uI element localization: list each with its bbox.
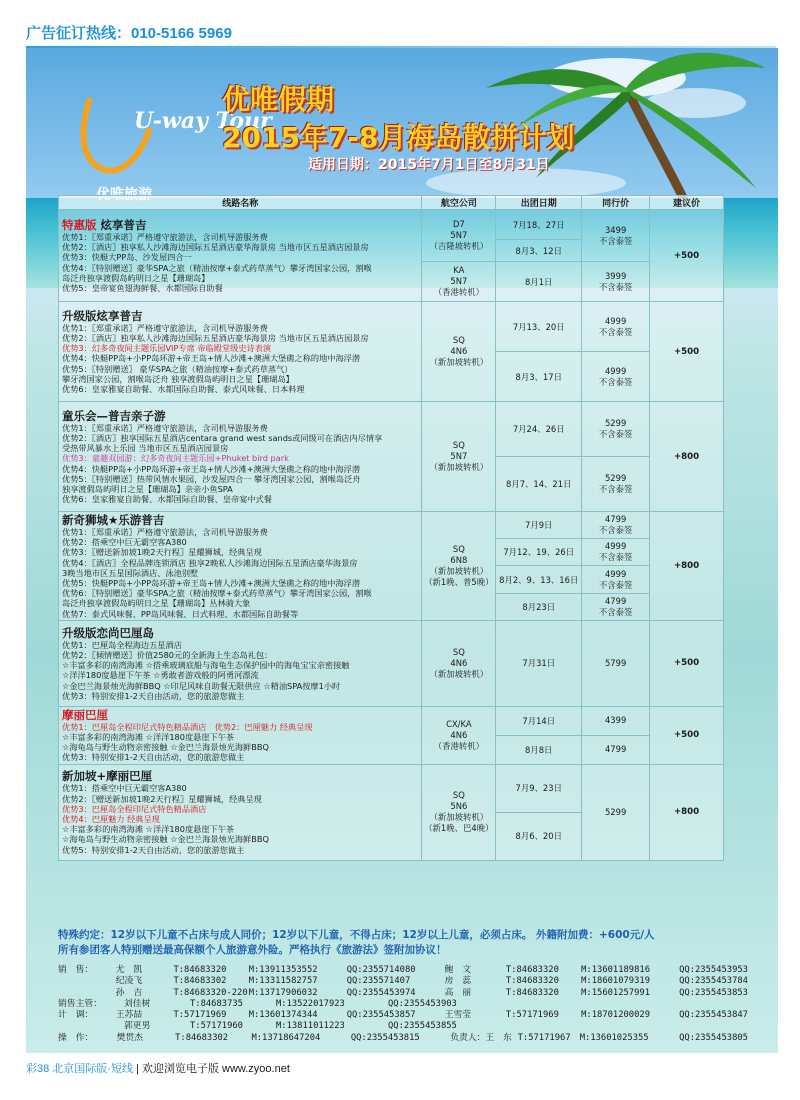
date-cell: 7月13、20日 — [496, 302, 582, 352]
peer-price-cell: 3499 不含泰签 — [582, 210, 650, 262]
peer-price-cell: 4799 不含泰签 — [582, 512, 650, 539]
brand-title: 优唯假期 — [222, 83, 335, 116]
table-row — [59, 512, 724, 539]
peer-price-cell: 5299 — [582, 764, 650, 860]
airline-cell: SQ 5N6 （新加坡转机） （新1晚、巴4晚） — [422, 764, 496, 860]
route-name: 升级版炫享普吉 — [62, 308, 143, 323]
peer-price-cell: 4999 不含泰签 — [582, 352, 650, 402]
route-cell — [59, 302, 422, 402]
special-terms — [58, 928, 724, 958]
special-terms-line: 特殊约定：12岁以下儿童不占床与成人同价；12岁以下儿童，不得占床；12岁以上儿童，必须占床。 外籍附加费：+600元/人 — [58, 929, 655, 941]
date-cell: 8月2、9、13、16日 — [496, 566, 582, 593]
footer-website-link[interactable]: 欢迎浏览电子版 www.zyoo.net — [141, 1063, 290, 1075]
route-detail: ☆金巴兰海景烛光海鲜BBQ ☆印尼风味自助餐无限供应 ☆精油SPA按摩1小时 — [62, 680, 341, 691]
contact-row: 销 售： 尤 凯 T:84683320 M:13911353552 QQ:2355714080 鲍 文 T:84683320 M:13601189816 QQ:2355453953 — [58, 965, 748, 975]
contact-row: 纪凌飞 T:84683302 M:13311582757 QQ:235571407 房 蕊 T:84683320 M:18601079319 QQ:2355453784 — [115, 976, 748, 987]
route-detail: 优势4：快艇PP岛+小PP岛环游+帝王岛+情人沙滩+澳洲大堡礁之称的地中海浮潜 — [62, 353, 361, 364]
peer-price-cell: 3999 不含泰签 — [582, 262, 650, 302]
route-detail: 攀牙湾国家公园，割喉岛泛舟 独享渡假岛屿明日之星【珊瑚岛】 — [62, 373, 294, 384]
route-detail: 优势4：〖酒店〗全程品牌连锁酒店 独享2晚私人沙滩海边国际五星酒店豪华海景房 — [62, 557, 358, 568]
route-detail: 优势6：皇家雅宴自助餐、水都国际自助餐、泰式风味餐、日本料理 — [62, 384, 305, 394]
ad-hotline: 广告征订热线：010-5166 5969 — [26, 25, 232, 42]
route-detail: ☆丰富多彩的南湾海滩 ☆洋洋180度悬崖下午茶 — [62, 824, 235, 835]
suggested-price-cell: +800 — [650, 512, 724, 621]
peer-price-cell: 4399 — [582, 706, 650, 735]
header-suggested-price: 建议价 — [650, 196, 724, 210]
peer-price-cell: 4999 不含泰签 — [582, 539, 650, 566]
contact-row: 郭更男 T:57171960 M:13811011223 QQ:2355453855 — [124, 1021, 457, 1032]
route-detail: 独享渡假岛屿明日之星【珊瑚岛】亲亲小鱼SPA — [62, 483, 233, 494]
table-row — [59, 764, 724, 812]
main-title: 2015年7-8月海岛散拼计划 — [222, 121, 575, 154]
table-row — [59, 210, 724, 240]
route-name: 摩丽巴厘 — [62, 707, 108, 722]
route-name: 新加坡+摩丽巴厘 — [62, 769, 153, 784]
route-detail: 优势2：〖酒店〗独享私人沙滩海边国际五星酒店豪华海景房 当地市区五星酒店园景房 — [62, 242, 369, 253]
route-detail: ☆海龟岛与野生动物亲密接触 ☆金巴兰海景烛光海鲜BBQ — [62, 742, 269, 753]
route-detail: 优势4：巴厘魅力 经典呈现 — [62, 814, 160, 825]
route-name: 新奇狮城★乐游普吉 — [62, 513, 165, 527]
date-cell: 8月3、12日 — [496, 240, 582, 262]
date-cell: 7月31日 — [496, 620, 582, 706]
route-detail: 3晚当地市区五星国际酒店、泳池别墅 — [62, 567, 199, 578]
route-detail: 优势3：特别安排1-2天自由活动，您的旅游您做主 — [62, 690, 245, 701]
route-detail: 优势4：快艇PP岛+小PP岛环游+帝王岛+情人沙滩+澳洲大堡礁之称的地中海浮潜 — [62, 463, 361, 474]
route-detail: 优势7：泰式风味餐、PP岛风味餐、日式料理、水都国际自助餐等 — [62, 608, 299, 619]
date-cell: 8月8日 — [496, 735, 582, 764]
footer-separator: | — [136, 1063, 139, 1075]
airline-cell: SQ 4N6 （新加坡转机） — [422, 302, 496, 402]
table-row — [59, 620, 724, 706]
route-detail: 优势1：巴厘岛全程印尼式特色精品酒店 优势2：巴厘魅力 经典呈现 — [62, 721, 313, 732]
airline-cell: SQ 6N8 （新加坡转机） （新1晚、普5晚） — [422, 512, 496, 621]
peer-price-cell: 4799 — [582, 735, 650, 764]
route-detail: 优势3：〖赠送新加坡1晚2天行程〗星耀狮城，经典呈现 — [62, 547, 262, 558]
airline-cell: SQ 5N7 （新加坡转机） — [422, 402, 496, 512]
table-row — [59, 706, 724, 735]
route-name: 升级版恋尚巴厘岛 — [62, 625, 154, 640]
route-cell — [59, 620, 422, 706]
route-detail: ☆海龟岛与野生动物亲密接触 ☆金巴兰海景烛光海鲜BBQ — [62, 834, 269, 845]
route-detail: 优势1：〖郑重承诺〗严格遵守旅游法，含司机导游服务费 — [62, 422, 268, 433]
route-detail: 优势5：特别安排1-2天自由活动，您的旅游您做主 — [62, 844, 245, 855]
header-peer-price: 同行价 — [582, 196, 650, 210]
suggested-price-cell: +800 — [650, 764, 724, 860]
route-detail: 岛泛舟独享渡假岛屿明日之星【珊瑚岛】 — [62, 272, 210, 283]
suggested-price-cell: +500 — [650, 210, 724, 302]
route-detail: 优势5：皇帝宴鱼翅海鲜餐、水都国际自助餐 — [62, 282, 223, 293]
peer-price-cell: 5299 不含泰签 — [582, 457, 650, 512]
route-detail: 优势5：〖特别赠送〗 豪华SPA之旅（精油按摩+泰式药草蒸气） — [62, 363, 293, 374]
header-departure-date: 出团日期 — [496, 196, 582, 210]
route-detail: 优势3：巴厘岛全程印尼式特色精品酒店 — [62, 803, 207, 814]
contact-row: 操 作： 樊贯杰 T:84683302 M:13718647204 QQ:2355453815 负责人：王 东 T:57171967 M:13601025355 QQ:2355453805 — [58, 1032, 748, 1043]
date-cell: 7月14日 — [496, 706, 582, 735]
suggested-price-cell: +500 — [650, 706, 724, 764]
route-detail: 优势1：〖郑重承诺〗严格遵守旅游法，含司机导游服务费 — [62, 231, 268, 242]
logo-word: U-way Tour — [134, 108, 272, 134]
route-detail: 优势4：〖特别赠送〗豪华SPA之旅（精油按摩+泰式药草蒸气）攀牙湾国家公园，割喉 — [62, 262, 372, 273]
route-detail: 优势3：特别安排1-2天自由活动，您的旅游您做主 — [62, 752, 245, 763]
route-detail: 优势3：快艇大PP岛、沙发屋四合一 — [62, 252, 192, 263]
peer-price-cell: 4999 不含泰签 — [582, 302, 650, 352]
route-detail: 优势2：〖倾情赠送〗价值2580元的全新海上生态岛礼包： — [62, 649, 273, 660]
contact-row: 销售主管： 刘佳树 T:84683735 M:13522017923 QQ:2355453903 — [58, 998, 457, 1009]
page-footer — [26, 1060, 290, 1076]
route-detail: 优势5：〖特别赠送〗热带风情水果园，沙发屋四合一 攀牙湾国家公园，割喉岛泛舟 — [62, 473, 361, 484]
airline-cell: CX/KA 4N6 （香港转机） — [422, 706, 496, 764]
route-detail: 优势2：〖酒店〗独享私人沙滩海边国际五星酒店豪华海景房 当地市区五星酒店园景房 — [62, 332, 369, 343]
suggested-price-cell: +500 — [650, 620, 724, 706]
date-cell: 7月9日 — [496, 512, 582, 539]
date-cell: 8月6、20日 — [496, 812, 582, 860]
airline-cell: SQ 4N6 （新加坡转机） — [422, 620, 496, 706]
date-cell: 7月18、27日 — [496, 210, 582, 240]
route-detail: 优势3：童趣双园游：幻多奇夜间主题乐园+Phuket bird park — [62, 453, 289, 464]
route-detail: ☆洋洋180度悬崖下午茶 ☆勇敢者游戏般的阿勇河漂流 — [62, 670, 259, 681]
route-detail: 优势6：〖特别赠送〗豪华SPA之旅（精油按摩+泰式药草蒸气）攀牙湾国家公园，割喉 — [62, 588, 372, 599]
route-detail: 优势2：〖酒店〗独享国际五星酒店centara grand west sands或同级可在酒店内尽情享 — [62, 432, 383, 443]
route-cell — [59, 210, 422, 302]
footer-page-label: 彩38 北京国际版·短线 — [26, 1063, 133, 1075]
route-detail: 优势1：搭乘空中巨无霸空客A380 — [62, 783, 187, 794]
date-cell: 8月23日 — [496, 593, 582, 620]
route-cell — [59, 402, 422, 512]
date-cell: 7月12、19、26日 — [496, 539, 582, 566]
peer-price-cell: 4999 不含泰签 — [582, 566, 650, 593]
date-cell: 8月7、14、21日 — [496, 457, 582, 512]
peer-price-cell: 4799 不含泰签 — [582, 593, 650, 620]
route-detail: 优势2：〖赠送新加坡1晚2天行程〗星耀狮城，经典呈现 — [62, 793, 262, 804]
date-cell: 7月24、26日 — [496, 402, 582, 457]
valid-date-range: 适用日期：2015年7月1日至8月31日 — [308, 157, 550, 173]
route-detail: 岛泛舟独享渡假岛屿明日之星【珊瑚岛】丛林骑大象 — [62, 598, 251, 609]
route-detail: 优势1：巴厘岛全程海边五星酒店 — [62, 639, 182, 650]
table-row — [59, 302, 724, 352]
route-name: 童乐会—普吉亲子游 — [62, 408, 166, 423]
header-route: 线路名称 — [59, 196, 422, 210]
airline-cell: D7 5N7 （吉隆坡转机） — [422, 210, 496, 262]
route-name: 特惠版 炫享普吉 — [62, 217, 147, 232]
route-cell — [59, 706, 422, 764]
route-detail: 优势1：〖郑重承诺〗严格遵守旅游法，含司机导游服务费 — [62, 322, 268, 333]
peer-price-cell: 5299 不含泰签 — [582, 402, 650, 457]
route-detail: 受热带风暴水上乐园 当地市区五星酒店园景房 — [62, 443, 229, 454]
suggested-price-cell: +500 — [650, 302, 724, 402]
itinerary-table — [58, 195, 724, 861]
route-cell — [59, 764, 422, 860]
table-row — [59, 402, 724, 457]
airline-cell: KA 5N7 （香港转机） — [422, 262, 496, 302]
route-detail: 优势6：皇家雅宴自助餐、水都国际自助餐、皇帝宴中式餐 — [62, 494, 272, 505]
route-detail: ☆丰富多彩的南湾海滩 ☆搭乘玻璃底船与海龟生态保护园中的海龟宝宝亲密接触 — [62, 660, 350, 671]
table-header-row — [59, 196, 724, 210]
route-cell — [59, 512, 422, 621]
uway-logo-icon — [70, 88, 272, 198]
contact-row: 孙 吉 T:84683320-220 M:13717906032 QQ:2355453974 高 丽 T:84683320 M:15601257991 QQ:2355453853 — [115, 987, 748, 998]
date-cell: 7月9、23日 — [496, 764, 582, 812]
peer-price-cell: 5799 — [582, 620, 650, 706]
route-detail: ☆丰富多彩的南湾海滩 ☆洋洋180度悬崖下午茶 — [62, 732, 235, 743]
contact-row: 计 调： 王苏喆 T:57171969 M:13601374344 QQ:2355453857 王雪莹 T:57171969 M:18701200029 QQ:2355453847 — [58, 1010, 748, 1021]
route-detail: 优势1：〖郑重承诺〗严格遵守旅游法，含司机导游服务费 — [62, 527, 268, 537]
contact-list — [58, 965, 748, 1044]
suggested-price-cell: +800 — [650, 402, 724, 512]
date-cell: 8月3、17日 — [496, 352, 582, 402]
route-detail: 优势5：快艇PP岛+小PP岛环游+帝王岛+情人沙滩+澳洲大堡礁之称的地中海浮潜 — [62, 578, 361, 589]
route-detail: 优势3：幻多奇夜间主题乐园VIP专席 帝临殿堂级史诗表演 — [62, 343, 272, 354]
special-terms-line: 所有参团客人特别赠送最高保额个人旅游意外险。严格执行《旅游法》签附加协议！ — [58, 944, 447, 956]
route-detail: 优势2：搭乘空中巨无霸空客A380 — [62, 537, 187, 548]
date-cell: 8月1日 — [496, 262, 582, 302]
header-airline: 航空公司 — [422, 196, 496, 210]
